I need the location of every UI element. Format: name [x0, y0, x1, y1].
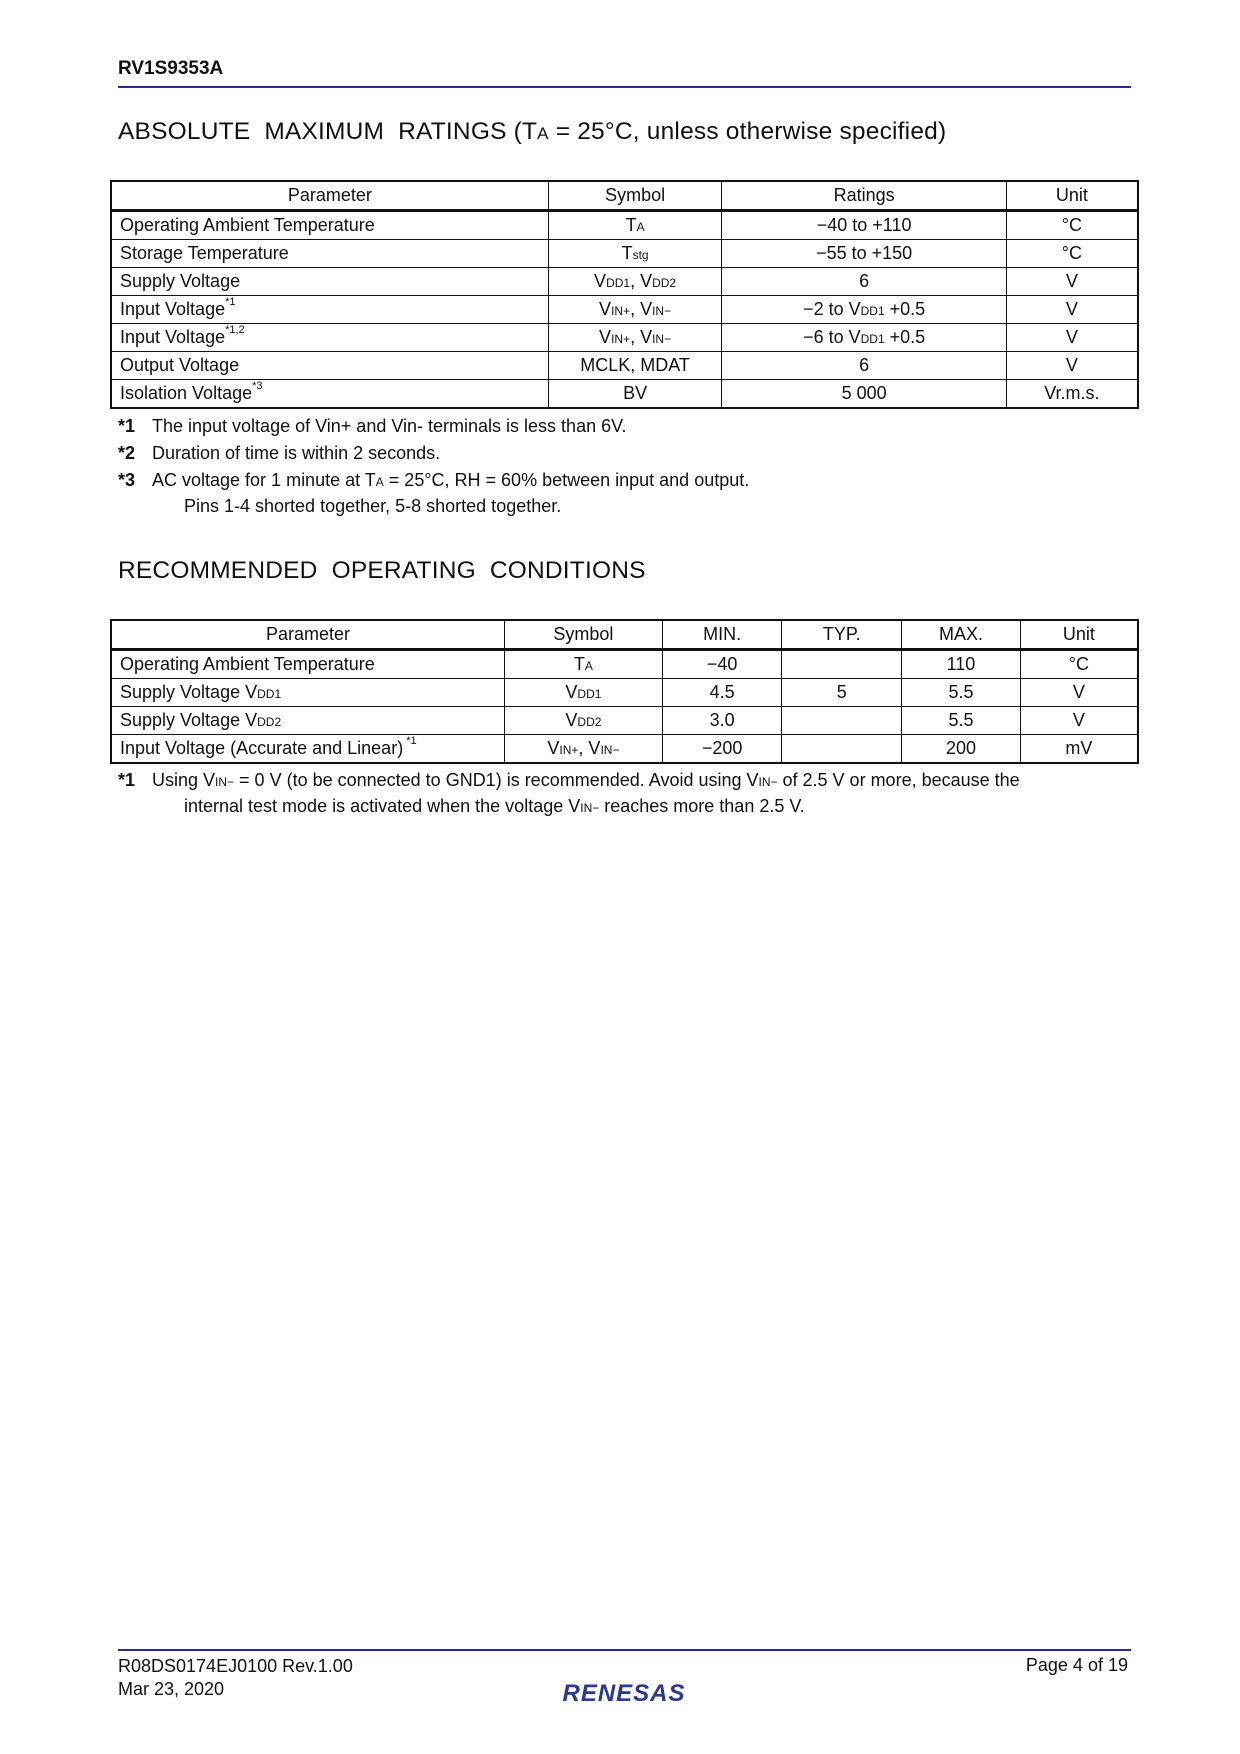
abs-note-2: *2 Duration of time is within 2 seconds.: [118, 443, 441, 463]
col-header: Symbol: [548, 181, 722, 211]
renesas-logo-text: RENESAS: [562, 1680, 686, 1706]
table-header-row: [111, 181, 1138, 211]
rating-cell: −55 to +150: [722, 240, 1006, 268]
table-row: [111, 324, 1138, 352]
col-header: MAX.: [902, 620, 1021, 650]
unit-cell: V: [1006, 296, 1138, 324]
unit-cell: mV: [1020, 735, 1138, 764]
rating-cell: 6: [722, 352, 1006, 380]
symbol-cell: Tstg: [548, 240, 722, 268]
rating-cell: 6: [722, 268, 1006, 296]
unit-cell: °C: [1006, 211, 1138, 240]
symbol-cell: VDD1, VDD2: [548, 268, 722, 296]
symbol-cell: VIN+, VIN−: [505, 735, 663, 764]
footer-rule: [118, 1649, 1131, 1651]
max-cell: 5.5: [902, 707, 1021, 735]
footer-page-number: Page 4 of 19: [1025, 1655, 1128, 1675]
table-row: [111, 679, 1138, 707]
param-cell: Input Voltage$^{*1}$: [111, 296, 548, 324]
typ-cell: [782, 650, 902, 679]
rec-note-1: *1 Using VIN− = 0 V (to be connected to GND1) is recommended. Avoid using VIN− of 2.5 V or more, because the: [118, 770, 1020, 790]
unit-cell: V: [1020, 679, 1138, 707]
col-header: Unit: [1006, 181, 1138, 211]
unit-cell: V: [1006, 324, 1138, 352]
col-header: Parameter: [111, 181, 548, 211]
unit-cell: V: [1006, 268, 1138, 296]
param-cell: Supply Voltage VDD2: [111, 707, 505, 735]
abs-max-title: ABSOLUTE MAXIMUM RATINGS (TA = 25°C, unless otherwise specified): [118, 118, 947, 145]
symbol-cell: TA: [505, 650, 663, 679]
abs-note-3-cont: Pins 1-4 shorted together, 5-8 shorted together.: [184, 496, 562, 516]
param-cell: Supply Voltage: [111, 268, 548, 296]
unit-cell: V: [1020, 707, 1138, 735]
rating-cell: −2 to VDD1 +0.5: [722, 296, 1006, 324]
unit-cell: V: [1006, 352, 1138, 380]
param-cell: Operating Ambient Temperature: [111, 211, 548, 240]
table-row: [111, 707, 1138, 735]
param-cell: Isolation Voltage$^{*3}$: [111, 380, 548, 409]
symbol-cell: VDD1: [505, 679, 663, 707]
symbol-cell: VDD2: [505, 707, 663, 735]
rating-cell: 5 000: [722, 380, 1006, 409]
table-row: [111, 380, 1138, 409]
document-id: RV1S9353A: [118, 58, 224, 79]
col-header: Symbol: [505, 620, 663, 650]
renesas-logo: [550, 1680, 698, 1706]
col-header: Unit: [1020, 620, 1138, 650]
col-header: Parameter: [111, 620, 505, 650]
rec-op-table: [110, 619, 1139, 764]
abs-max-table: [110, 180, 1139, 409]
col-header: Ratings: [722, 181, 1006, 211]
footer-doc-number: R08DS0174EJ0100 Rev.1.00: [118, 1656, 353, 1676]
param-cell: Input Voltage (Accurate and Linear) $^{*1}$: [111, 735, 505, 764]
min-cell: 3.0: [662, 707, 782, 735]
max-cell: 110: [902, 650, 1021, 679]
param-cell: Supply Voltage VDD1: [111, 679, 505, 707]
param-cell: Storage Temperature: [111, 240, 548, 268]
typ-cell: [782, 707, 902, 735]
table-row: [111, 650, 1138, 679]
max-cell: 200: [902, 735, 1021, 764]
unit-cell: °C: [1006, 240, 1138, 268]
table-row: [111, 211, 1138, 240]
min-cell: −200: [662, 735, 782, 764]
unit-cell: °C: [1020, 650, 1138, 679]
param-cell: Operating Ambient Temperature: [111, 650, 505, 679]
symbol-cell: VIN+, VIN−: [548, 324, 722, 352]
rating-cell: −6 to VDD1 +0.5: [722, 324, 1006, 352]
table-row: [111, 735, 1138, 764]
table-row: [111, 352, 1138, 380]
min-cell: −40: [662, 650, 782, 679]
table-row: [111, 268, 1138, 296]
table-row: [111, 296, 1138, 324]
abs-note-1: *1 The input voltage of Vin+ and Vin- terminals is less than 6V.: [118, 416, 627, 436]
unit-cell: Vr.m.s.: [1006, 380, 1138, 409]
typ-cell: 5: [782, 679, 902, 707]
param-cell: Output Voltage: [111, 352, 548, 380]
max-cell: 5.5: [902, 679, 1021, 707]
symbol-cell: BV: [548, 380, 722, 409]
footer-date: Mar 23, 2020: [118, 1679, 225, 1699]
col-header: MIN.: [662, 620, 782, 650]
table-header-row: [111, 620, 1138, 650]
abs-note-3: *3 AC voltage for 1 minute at TA = 25°C, RH = 60% between input and output.: [118, 470, 750, 490]
rating-cell: −40 to +110: [722, 211, 1006, 240]
param-cell: Input Voltage$^{*1,2}$: [111, 324, 548, 352]
header-rule: [118, 86, 1131, 88]
col-header: TYP.: [782, 620, 902, 650]
typ-cell: [782, 735, 902, 764]
rec-note-1-cont: internal test mode is activated when the voltage VIN− reaches more than 2.5 V.: [184, 796, 805, 816]
symbol-cell: TA: [548, 211, 722, 240]
symbol-cell: VIN+, VIN−: [548, 296, 722, 324]
rec-op-title: RECOMMENDED OPERATING CONDITIONS: [118, 557, 646, 584]
min-cell: 4.5: [662, 679, 782, 707]
footer-doc-info: [118, 1655, 353, 1701]
table-row: [111, 240, 1138, 268]
symbol-cell: MCLK, MDAT: [548, 352, 722, 380]
